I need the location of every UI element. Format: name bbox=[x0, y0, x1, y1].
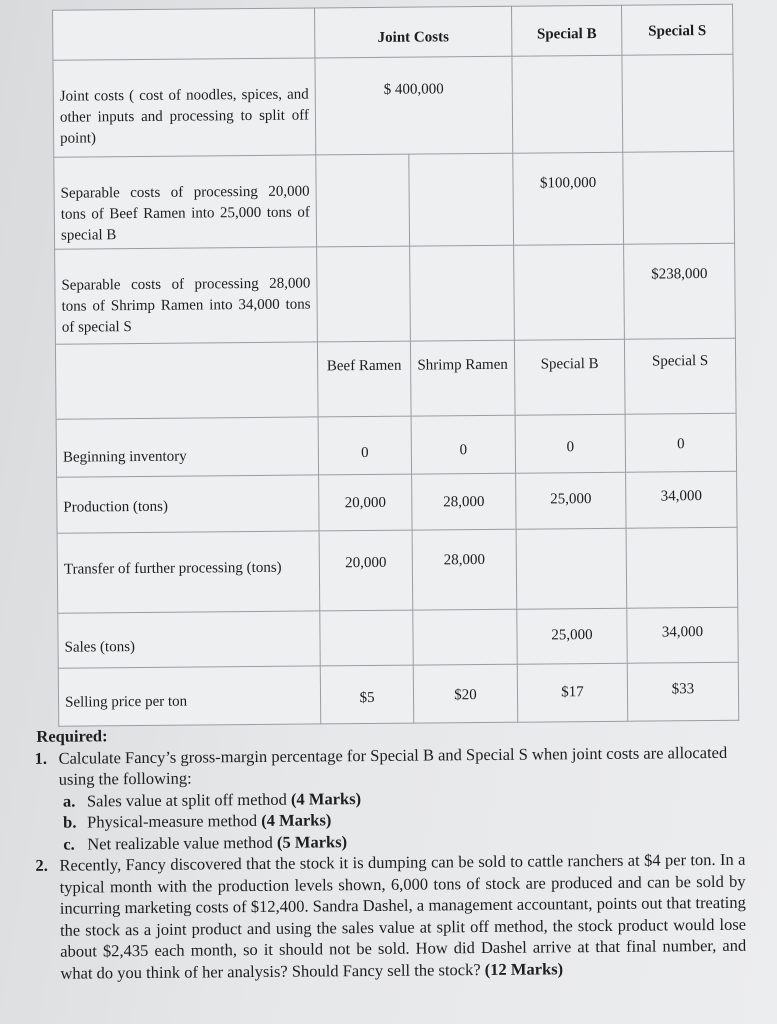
empty-cell bbox=[55, 342, 318, 419]
price-special-s: $33 bbox=[627, 662, 739, 721]
row-label-beginning-inventory: Beginning inventory bbox=[56, 417, 318, 477]
product-special-b: Special B bbox=[514, 339, 625, 415]
question-2-text: Recently, Fancy discovered that the stock it is dumping can be sold to cattle ranchers at $4 per ton. In a typical month with the production levels shown, 6,000 tons of stock are produced and can be sold by incurring marketing costs of $12,400. Sandra Dashel, a management accountant, points out that treating the stock as a joint product and using the sales value at split off method, the stock product would lose about $2,435 each month, so it should not be sold. How did Dashel arrive at that final number, and what do you think of her analysis? Should Fancy sell the stock? bbox=[59, 849, 747, 983]
production-special-s: 34,000 bbox=[626, 471, 737, 528]
question-1c-text: Net realizable value method bbox=[87, 832, 273, 853]
table-header-row bbox=[53, 4, 733, 60]
empty-cell bbox=[516, 528, 627, 609]
sales-special-s: 34,000 bbox=[627, 607, 738, 663]
question-1c-letter: c. bbox=[63, 834, 75, 854]
question-1b-letter: b. bbox=[63, 812, 77, 832]
separable-b-value: $100,000 bbox=[513, 152, 624, 245]
question-1a-text: Sales value at split off method bbox=[86, 789, 287, 810]
beginning-inventory-special-s: 0 bbox=[625, 413, 737, 472]
joint-costs-value: $ 400,000 bbox=[315, 56, 513, 155]
transfer-beef: 20,000 bbox=[319, 530, 413, 611]
table-row bbox=[58, 662, 738, 726]
price-special-b: $17 bbox=[517, 663, 628, 722]
beginning-inventory-beef: 0 bbox=[318, 416, 412, 475]
question-2-number: 2. bbox=[35, 855, 48, 875]
empty-cell bbox=[320, 610, 413, 666]
header-special-b: Special B bbox=[512, 5, 622, 56]
empty-cell bbox=[317, 246, 411, 342]
empty-cell bbox=[410, 245, 515, 341]
empty-cell bbox=[409, 153, 514, 246]
table-row bbox=[57, 527, 738, 613]
question-1-text: Calculate Fancy’s gross-margin percentage for Special B and Special S when joint costs are allocated using the following: bbox=[58, 742, 728, 789]
required-heading: Required: bbox=[36, 726, 108, 746]
table-row bbox=[53, 54, 734, 157]
table-row bbox=[57, 471, 737, 533]
table-row bbox=[54, 151, 735, 249]
question-1b-marks: (4 Marks) bbox=[261, 810, 332, 830]
row-label-sales: Sales (tons) bbox=[58, 611, 320, 668]
sales-special-b: 25,000 bbox=[517, 608, 627, 664]
document-page bbox=[22, 2, 751, 1018]
row-label-selling-price: Selling price per ton bbox=[58, 666, 320, 726]
empty-cell bbox=[413, 609, 517, 665]
row-label-separable-s: Separable costs of processing 28,000 tons of Shrimp Ramen into 34,000 tons of special S bbox=[55, 247, 318, 344]
product-beef-ramen: Beef Ramen bbox=[317, 341, 411, 417]
row-label-joint-costs: Joint costs ( cost of noodles, spices, and other inputs and processing to split off point) bbox=[53, 58, 316, 157]
production-special-b: 25,000 bbox=[516, 472, 626, 529]
price-shrimp: $20 bbox=[413, 664, 518, 723]
header-special-s: Special S bbox=[621, 4, 732, 55]
header-blank-cell bbox=[53, 8, 315, 60]
product-special-s: Special S bbox=[624, 338, 736, 414]
question-1a-letter: a. bbox=[62, 791, 76, 811]
row-label-production: Production (tons) bbox=[57, 475, 319, 533]
question-2-marks: (12 Marks) bbox=[484, 958, 564, 979]
header-joint-costs: Joint Costs bbox=[315, 6, 512, 58]
table-row bbox=[55, 243, 736, 344]
table-row bbox=[58, 607, 738, 668]
empty-cell bbox=[622, 54, 734, 152]
empty-cell bbox=[626, 527, 738, 608]
question-2 bbox=[29, 849, 746, 984]
transfer-shrimp: 28,000 bbox=[412, 529, 517, 610]
production-shrimp: 28,000 bbox=[412, 473, 516, 530]
separable-s-value: $238,000 bbox=[624, 243, 736, 339]
required-section bbox=[28, 720, 746, 984]
production-beef: 20,000 bbox=[319, 474, 412, 531]
empty-cell bbox=[316, 154, 410, 247]
question-1-number: 1. bbox=[34, 748, 48, 768]
row-label-transfer: Transfer of further processing (tons) bbox=[57, 531, 320, 613]
question-1b-text: Physical-measure method bbox=[87, 810, 258, 832]
table-row bbox=[56, 413, 736, 477]
question-1c-marks: (5 Marks) bbox=[276, 831, 348, 852]
price-beef: $5 bbox=[320, 665, 414, 724]
empty-cell bbox=[514, 244, 625, 340]
beginning-inventory-shrimp: 0 bbox=[411, 415, 516, 474]
empty-cell bbox=[623, 151, 735, 244]
empty-cell bbox=[512, 55, 623, 153]
row-label-separable-b: Separable costs of processing 20,000 tons of Beef Ramen into 25,000 tons of special B bbox=[54, 155, 317, 249]
question-1a-marks: (4 Marks) bbox=[290, 788, 362, 809]
cost-data-table bbox=[52, 4, 739, 727]
product-shrimp-ramen: Shrimp Ramen bbox=[410, 340, 515, 416]
question-1 bbox=[28, 741, 744, 790]
beginning-inventory-special-b: 0 bbox=[515, 414, 626, 473]
products-header-row bbox=[55, 338, 736, 419]
